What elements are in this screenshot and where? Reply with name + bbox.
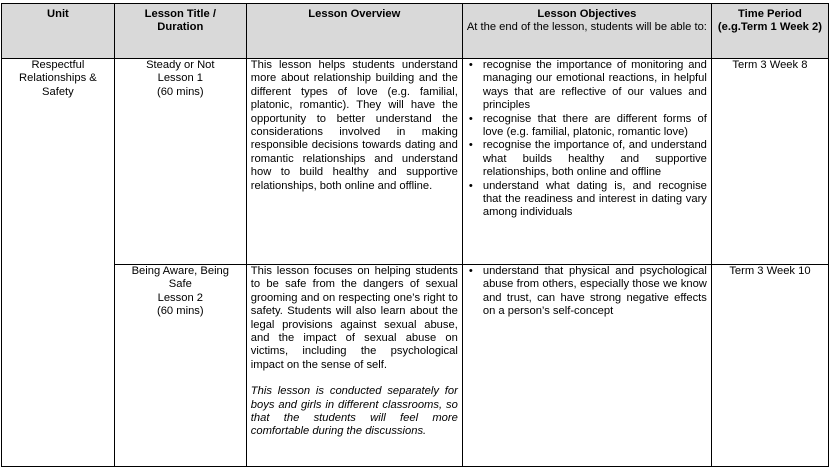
objective-item — [467, 113, 707, 140]
lesson-overview-text: This lesson helps students understand more about relationship building and the different types of love (e.g. familial, platonic, romantic). They will have the opportunity to better understand the considerations involved in making responsible decisions towards dating and romantic relationships and understand how to build healthy and supportive relationships, both online and offline. — [250, 59, 458, 192]
objectives-list — [467, 59, 707, 220]
objective-text: understand that physical and psychological abuse from others, especially those we know and trust, can have strong negative effects on a person’s self-concept — [482, 265, 707, 318]
objectives-list — [467, 265, 707, 319]
objective-text: recognise that there are different forms of love (e.g. familial, platonic, romantic love) — [482, 112, 707, 139]
lesson-overview-cell — [246, 59, 462, 265]
header-unit — [2, 4, 115, 59]
bullet-icon: • — [468, 139, 473, 152]
bullet-icon: • — [468, 265, 473, 277]
header-time-period-label: Time Period — [738, 8, 802, 20]
lesson-objectives-cell — [462, 59, 711, 265]
lesson-duration: (60 mins) — [156, 305, 204, 318]
lesson-duration: (60 mins) — [156, 85, 204, 98]
header-lesson-title-label: Lesson Title / — [144, 8, 216, 20]
lesson-title-cont: Safe — [168, 278, 192, 291]
bullet-icon: • — [468, 112, 473, 125]
header-unit-label: Unit — [47, 8, 69, 20]
header-time-period — [711, 4, 828, 59]
header-time-period-sub: (e.g.Term 1 Week 2) — [717, 21, 822, 34]
objective-text: understand what dating is, and recognise that the readiness and interest in dating vary among individuals — [482, 179, 707, 219]
lesson-overview-text: This lesson focuses on helping students to be safe from the dangers of sexual grooming and on respecting one’s right to safety. Students will also learn about the legal provisions against sexual abuse, and the impact of sexual abuse on victims, including the psychological impact on the sense of self. — [250, 265, 458, 371]
lesson-title-cell — [114, 265, 246, 467]
header-row — [2, 4, 829, 59]
lesson-objectives-cell — [462, 265, 711, 467]
objective-text: recognise the importance of, and understand what builds healthy and supportive relationships, both online and offline — [482, 139, 707, 179]
bullet-icon: • — [468, 59, 473, 71]
lesson-title: Steady or Not — [146, 59, 215, 71]
objective-item — [467, 59, 707, 113]
header-objectives — [462, 4, 711, 59]
lesson-number: Lesson 2 — [157, 291, 203, 304]
unit-cell — [2, 59, 115, 467]
header-objectives-label: Lesson Objectives — [537, 8, 637, 20]
unit-line-1: Respectful — [31, 59, 85, 71]
objective-item — [467, 180, 707, 220]
lesson-number: Lesson 1 — [157, 72, 203, 85]
lesson-title-cell — [114, 59, 246, 265]
unit-line-2: Relationships & — [19, 72, 97, 85]
time-period-cell — [711, 265, 828, 467]
header-lesson-title-label-2: Duration — [157, 21, 204, 34]
lesson-title: Being Aware, Being — [131, 265, 230, 277]
objective-text: recognise the importance of monitoring and managing our emotional reactions, in helpful ways that are reflective of our values and principles — [482, 59, 707, 112]
header-overview — [246, 4, 462, 59]
table-row — [2, 59, 829, 265]
time-period-cell — [711, 59, 828, 265]
header-lesson-title — [114, 4, 246, 59]
lesson-overview-note: This lesson is conducted separately for boys and girls in different classrooms, so that the students will feel more comfortable during the discussions. — [250, 385, 458, 438]
lesson-plan-table — [1, 3, 829, 467]
header-objectives-sub: At the end of the lesson, students will be able to: — [466, 21, 707, 34]
time-period-value: Term 3 Week 8 — [732, 59, 808, 71]
objective-item — [467, 139, 707, 179]
time-period-value: Term 3 Week 10 — [729, 265, 811, 277]
bullet-icon: • — [468, 179, 473, 192]
objective-item — [467, 265, 707, 319]
lesson-overview-cell — [246, 265, 462, 467]
unit-line-3: Safety — [42, 85, 74, 98]
table-row — [2, 265, 829, 467]
header-overview-label: Lesson Overview — [308, 8, 401, 20]
